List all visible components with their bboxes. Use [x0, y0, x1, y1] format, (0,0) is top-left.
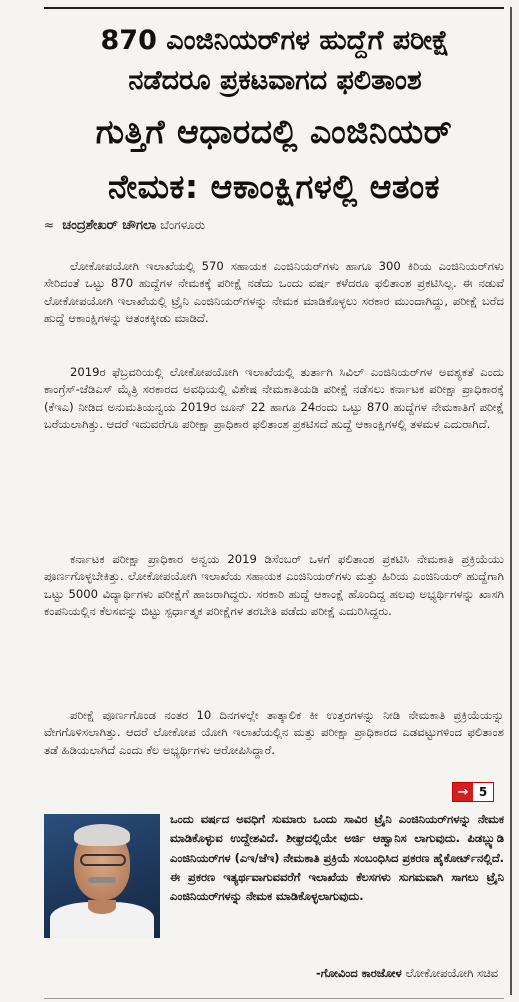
- paragraph-text: ಕರ್ನಾಟಕ ಪರೀಕ್ಷಾ ಪ್ರಾಧಿಕಾರ ಅನ್ವಯ 2019 ಡಿಸೆಂಬರ್ ಒಳಗೆ ಫಲಿತಾಂಶ ಪ್ರಕಟಿಸಿ ನೇಮಕಾತಿ ಪ್ರಕ್ರಿಯೆಯು ಪೂರ್ಣಗೊಳ್ಳಬೇಕಿತ್ತು. ಲೋಕೋಪಯೋಗಿ ಇಲಾಖೆಯ ಸಹಾಯಕ ಎಂಜಿನಿಯರ್‌ಗಳು ಮತ್ತು ಹಿರಿಯ ಎಂಜಿನಿಯರ್ ಹುದ್ದೆಗಾಗಿ ಒಟ್ಟು 5000 ವಿದ್ಯಾರ್ಥಿಗಳು ಪರೀಕ್ಷೆಗೆ ಹಾಜರಾಗಿದ್ದರು. ಸರಕಾರಿ ಹುದ್ದೆ ಆಕಾಂಕ್ಷೆ ಹೊಂದಿದ್ದ ಹಲವು ಅಭ್ಯರ್ಥಿಗಳನ್ನು ಖಾಸಗಿ ಕಂಪನಿಯಲ್ಲಿನ ಕೆಲಸವನ್ನು ಬಿಟ್ಟು ಸ್ಪರ್ಧಾತ್ಮಕ ಪರೀಕ್ಷೆಗಳ ತರಬೇತಿ ಪಡೆದು ಪರೀಕ್ಷೆ ಎದುರಿಸಿದ್ದರು.: [44, 552, 504, 619]
- headline-line-2: ನಡೆದರೂ ಪ್ರಕಟವಾಗದ ಫಲಿತಾಂಶ: [128, 65, 422, 96]
- quote-speaker-role: ಲೋಕೋಪಯೋಗಿ ಸಚಿವ: [405, 966, 498, 980]
- byline: [44, 218, 205, 233]
- right-rule: [510, 7, 512, 995]
- quote-attribution: [316, 966, 498, 981]
- portrait-photo: [44, 814, 160, 938]
- article-paragraph-3: [44, 551, 504, 621]
- paragraph-text: ಲೋಕೋಪಯೋಗಿ ಇಲಾಖೆಯಲ್ಲಿ 570 ಸಹಾಯಕ ಎಂಜಿನಿಯರ್‌ಗಳು ಹಾಗೂ 300 ಕಿರಿಯ ಎಂಜಿನಿಯರ್‌ಗಳು ಸೇರಿದಂತೆ ಒಟ್ಟು 870 ಹುದ್ದೆಗಳ ನೇಮಕಕ್ಕೆ ಪರೀಕ್ಷೆ ನಡೆದು ಒಂದು ವರ್ಷ ಕಳೆದರೂ ಫಲಿತಾಂಶ ಪ್ರಕಟಿಸಿಲ್ಲ. ಈ ನಡುವೆ ಲೋಕೋಪಯೋಗಿ ಇಲಾಖೆಯಲ್ಲಿ ಟ್ರೈನಿ ಎಂಜಿನಿಯರ್‌ಗಳನ್ನು ನೇಮಕ ಮಾಡಿಕೊಳ್ಳಲು ಸರಕಾರ ಮುಂದಾಗಿದ್ದು, ಪರೀಕ್ಷೆ ಬರೆದ ಹುದ್ದೆ ಆಕಾಂಕ್ಷಿಗಳನ್ನು ಆತಂಕಕ್ಕೀಡು ಮಾಡಿದೆ.: [44, 259, 504, 326]
- article-paragraph-2: [44, 364, 504, 434]
- photo-glasses: [80, 854, 126, 866]
- headline-line-4: ನೇಮಕ: ಆಕಾಂಕ್ಷಿಗಳಲ್ಲಿ ಆತಂಕ: [108, 167, 440, 206]
- headline-line-1: 870 ಎಂಜಿನಿಯರ್‌ಗಳ ಹುದ್ದೆಗೆ ಪರೀಕ್ಷೆ: [100, 25, 450, 56]
- headline-line-3: ಗುತ್ತಿಗೆ ಆಧಾರದಲ್ಲಿ ಎಂಜಿನಿಯರ್: [95, 112, 453, 151]
- byline-place: ಬೆಂಗಳೂರು: [160, 218, 206, 232]
- photo-hair: [74, 824, 130, 846]
- rss-icon: ≈: [44, 218, 55, 232]
- photo-mustache: [88, 877, 116, 883]
- quote-text: ಒಂದು ವರ್ಷದ ಅವಧಿಗೆ ಸುಮಾರು ಒಂದು ಸಾವಿರ ಟ್ರೈನಿ ಎಂಜಿನಿಯರ್‌ಗಳನ್ನು ನೇಮಕ ಮಾಡಿಕೊಳ್ಳುವ ಉದ್ದೇಶವಿದೆ. ಶೀಘ್ರದಲ್ಲಿಯೇ ಅರ್ಜಿ ಆಹ್ವಾನಿಸ ಲಾಗುವುದು. ಪಿಡಬ್ಲ್ಯುಡಿ ಎಂಜಿನಿಯರ್‌ಗಳ (ಎಇ/ಜೆಇ) ನೇಮಕಾತಿ ಪ್ರಕ್ರಿಯೆ ಸಂಬಂಧಿಸಿದ ಪ್ರಕರಣ ಹೈಕೋರ್ಟ್‌ನಲ್ಲಿದೆ. ಈ ಪ್ರಕರಣ ಇತ್ಯರ್ಥವಾಗುವವರೆಗೆ ಇಲಾಖೆಯ ಕೆಲಸಗಳು ಸುಗಮವಾಗಿ ಸಾಗಲು ಟ್ರೈನಿ ಎಂಜಿನಿಯರ್‌ಗಳನ್ನು ನೇಮಕ ಮಾಡಿಕೊಳ್ಳಲಾಗುವುದು.: [170, 812, 504, 904]
- paragraph-text: 2019ರ ಫೆಬ್ರವರಿಯಲ್ಲಿ ಲೋಕೋಪಯೋಗಿ ಇಲಾಖೆಯಲ್ಲಿ ತುರ್ತಾಗಿ ಸಿವಿಲ್ ಎಂಜಿನಿಯರ್‌ಗಳ ಅವಶ್ಯಕತೆ ಎಂದು ಕಾಂಗ್ರೆಸ್-ಜೆಡಿಎಸ್ ಮೈತ್ರಿ ಸರಕಾರದ ಅವಧಿಯಲ್ಲಿ ವಿಶೇಷ ನೇಮಕಾತಿಯಡಿ ಪರೀಕ್ಷೆ ನಡೆಸಲು ಕರ್ನಾಟಕ ಪರೀಕ್ಷಾ ಪ್ರಾಧಿಕಾರಕ್ಕೆ (ಕೆಇಎ) ನೀಡಿದ ಅನುಮತಿಯನ್ವಯ 2019ರ ಜೂನ್ 22 ಹಾಗೂ 24ರಂದು ಒಟ್ಟು 870 ಹುದ್ದೆಗಳ ನೇಮಕಾತಿಗೆ ಪರೀಕ್ಷೆ ಬರೆಯಲಾಗಿತ್ತು. ಆದರೆ ಇದುವರೆಗೂ ಪರೀಕ್ಷಾ ಪ್ರಾಧಿಕಾರ ಫಲಿತಾಂಶ ಪ್ರಕಟಿಸದೆ ಹುದ್ದೆ ಆಕಾಂಕ್ಷಿಗಳಲ್ಲಿ ತಳಮಳ ಎದುರಾಗಿದೆ.: [44, 365, 504, 432]
- article-paragraph-4: [44, 707, 504, 759]
- minister-quote-box: [44, 806, 504, 994]
- arrow-right-icon: →: [453, 783, 473, 801]
- quote-speaker: -ಗೋವಿಂದ ಕಾರಜೋಳ: [316, 966, 402, 980]
- article-paragraph-1: [44, 258, 504, 328]
- byline-author: ಚಂದ್ರಶೇಖರ್ ಚೌಗಲಾ: [62, 218, 157, 233]
- continued-on-page-marker: [452, 782, 494, 802]
- bottom-rule: [44, 998, 504, 999]
- top-rule: [44, 7, 504, 9]
- paragraph-text: ಪರೀಕ್ಷೆ ಪೂರ್ಣಗೊಂಡ ನಂತರ 10 ದಿನಗಳಲ್ಲೇ ತಾತ್ಕಾಲಿಕ ಕೀ ಉತ್ತರಗಳನ್ನು ನೀಡಿ ನೇಮಕಾತಿ ಪ್ರಕ್ರಿಯೆಯನ್ನು ವೇಗಗೊಳಿಸಲಾಗಿತ್ತು. ಆದರೆ ಲೋಕೋಪ ಯೋಗಿ ಇಲಾಖೆಯಲ್ಲಿನ ಮತ್ತು ಪರೀಕ್ಷಾ ಪ್ರಾಧಿಕಾರದ ಎಡವಟ್ಟುಗಳಿಂದ ಫಲಿತಾಂಶ ತಡೆ ಹಿಡಿಯಲಾಗಿದೆ ಎಂದು ಕೆಲ ಅಭ್ಯರ್ಥಿಗಳು ಆರೋಪಿಸಿದ್ದಾರೆ.: [44, 708, 504, 757]
- photo-neck: [88, 900, 116, 914]
- jump-page-number: 5: [473, 783, 493, 801]
